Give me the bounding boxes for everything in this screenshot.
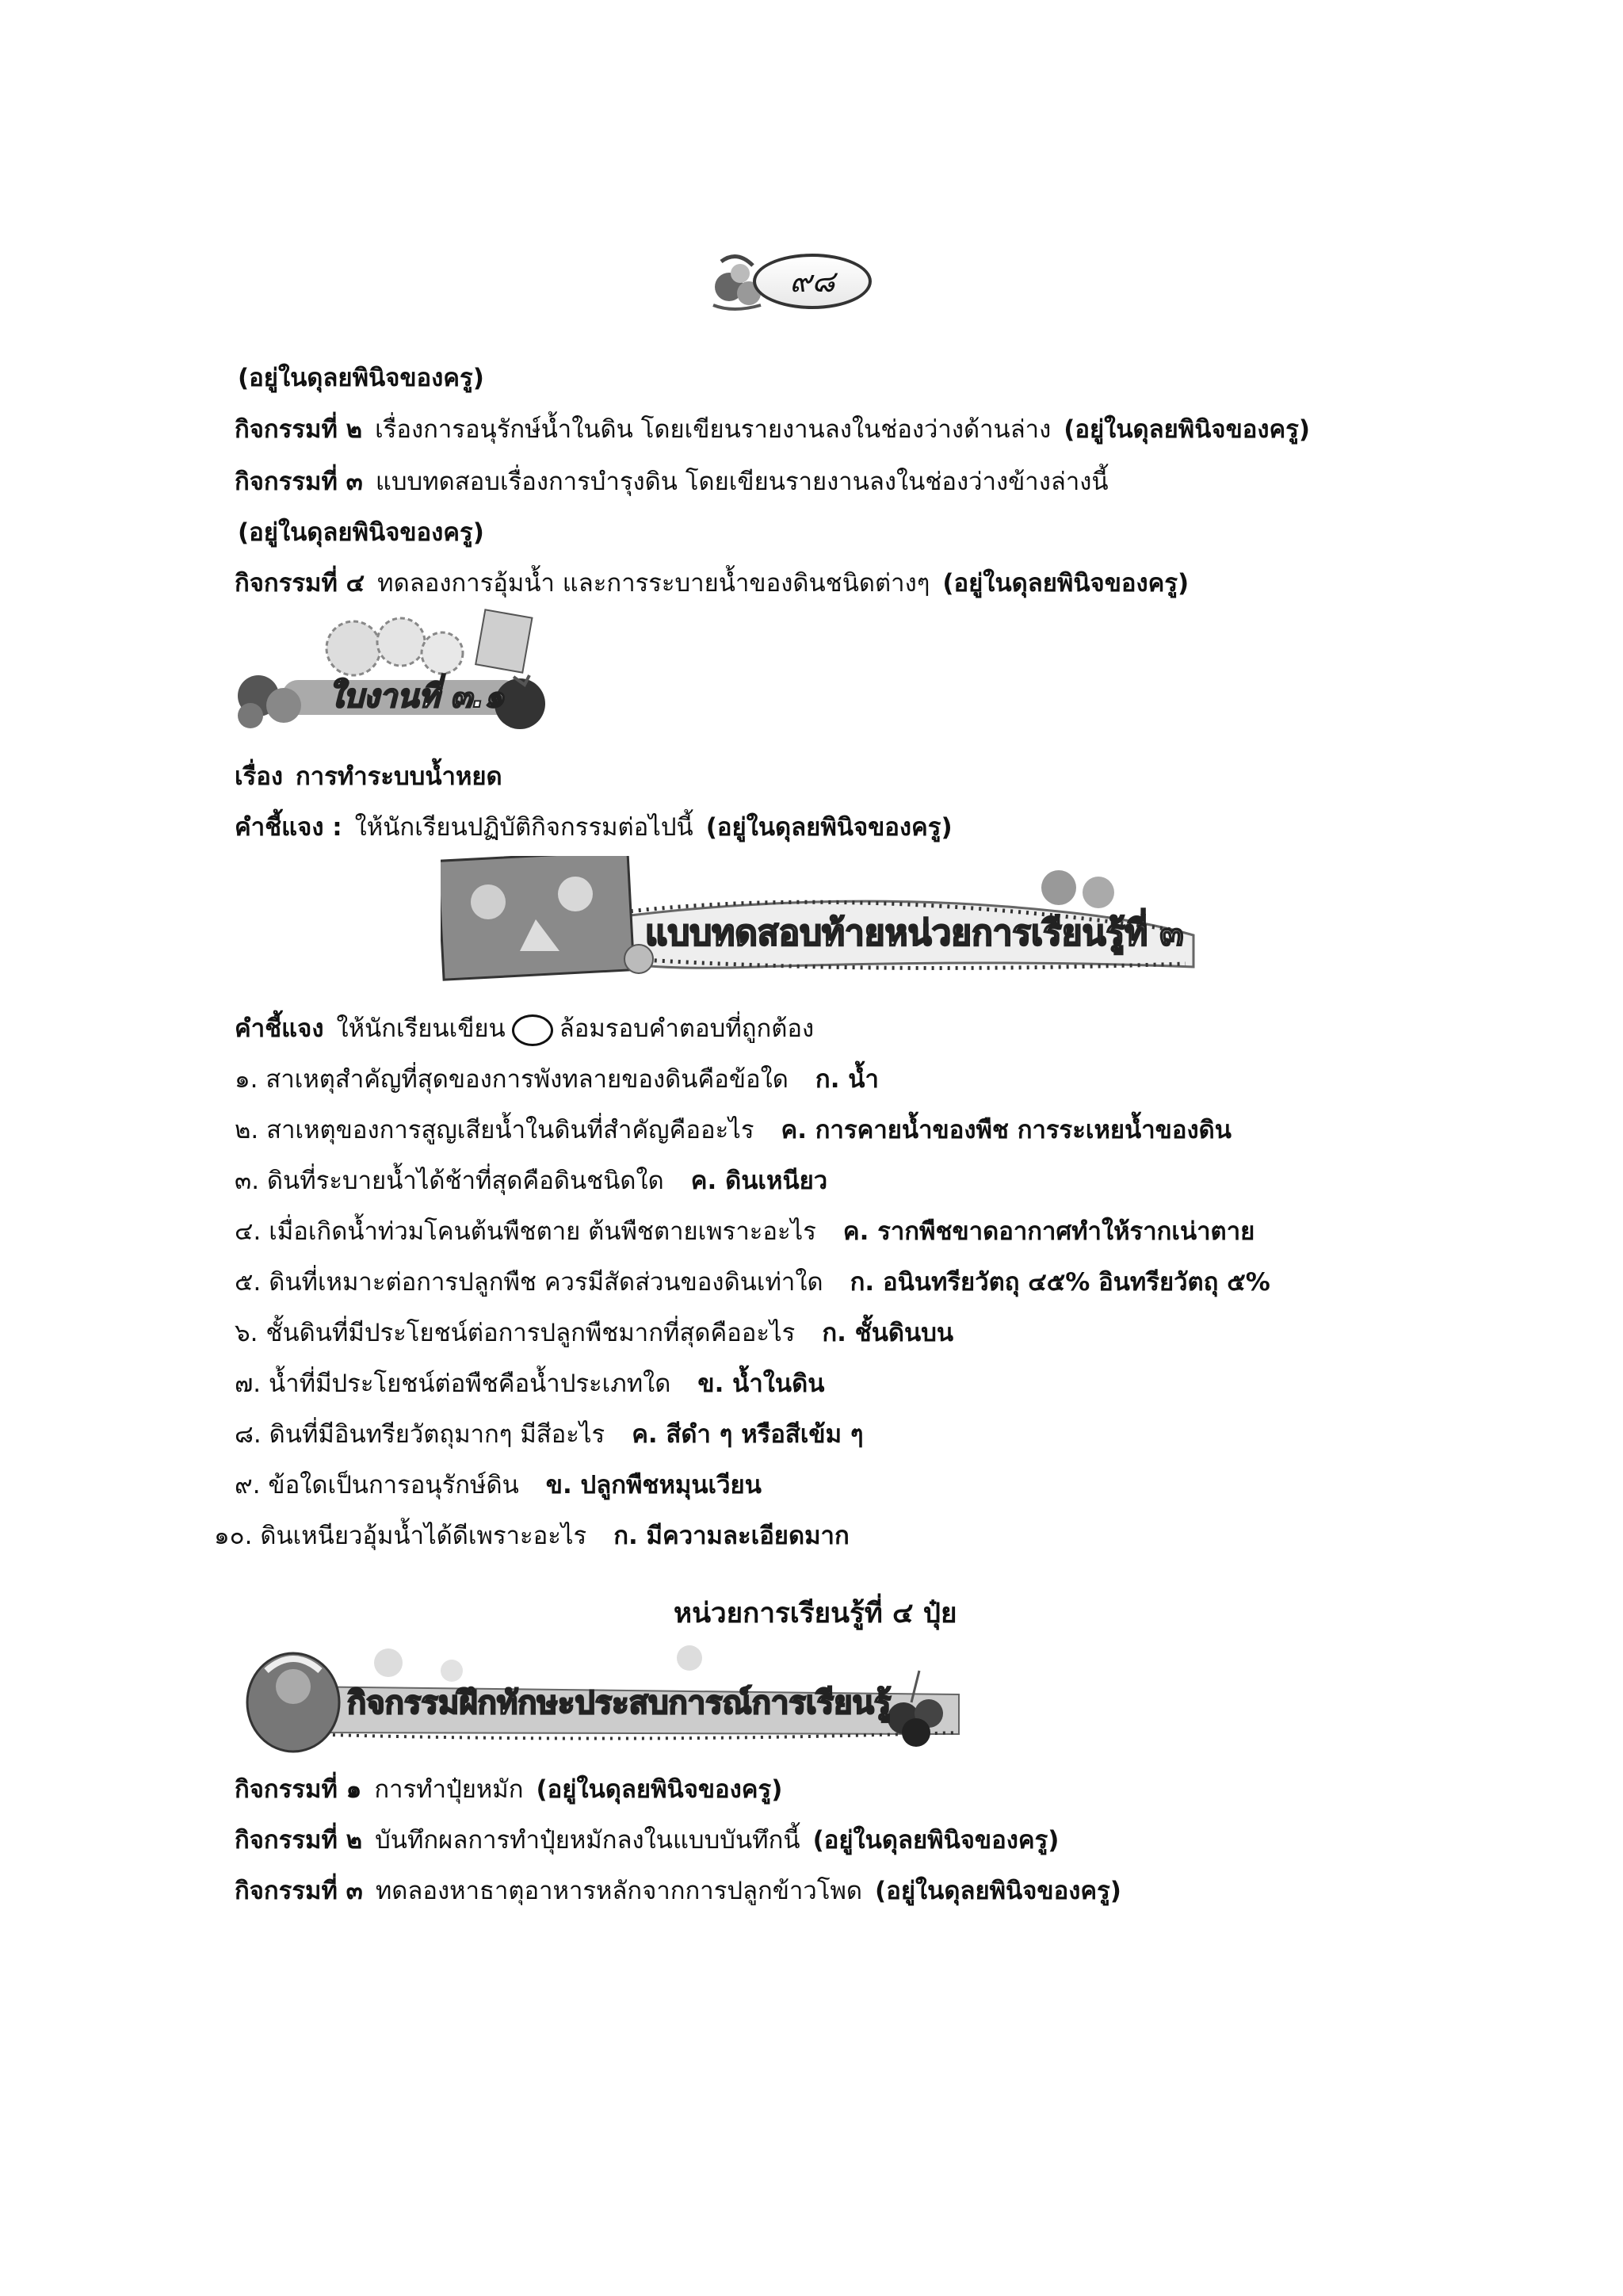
teacher-note: (อยู่ในดุลยพินิจของครู) (705, 813, 953, 842)
question-text: เมื่อเกิดน้ำท่วมโคนต้นพืชตาย ต้นพืชตายเพราะอะไร (269, 1217, 816, 1246)
question-text: ดินที่ระบายน้ำได้ช้าที่สุดคือดินชนิดใด (266, 1167, 664, 1195)
activity-text: ทดลองหาธาตุอาหารหลักจากการปลูกข้าวโพด (375, 1877, 863, 1905)
answer-text: ข. ปลูกพืชหมุนเวียน (545, 1471, 762, 1499)
question-number: ๗. (235, 1370, 262, 1398)
activity-label: กิจกรรมที่ ๔ (235, 569, 365, 598)
test-instruction-label: คำชี้แจง (235, 1014, 324, 1043)
question-number: ๑๐. (214, 1522, 253, 1550)
question-number: ๕. (235, 1268, 262, 1297)
question-text: ชั้นดินที่มีประโยชน์ต่อการปลูกพืชมากที่สุดคืออะไร (265, 1319, 796, 1347)
test-banner-label: แบบทดสอบท้ายหน่วยการเรียนรู้ที่ ๓ (645, 913, 1184, 953)
test-banner (441, 856, 1201, 983)
worksheet-banner (235, 609, 552, 735)
activity-text: ทดลองการอุ้มน้ำ และการระบายน้ำของดินชนิดต่างๆ (377, 569, 930, 598)
answer-text: ค. ดินเหนียว (690, 1167, 828, 1195)
skill-activity-banner-label: กิจกรรมฝึกทักษะประสบการณ์การเรียนรู้ (347, 1685, 892, 1721)
instruction-label: คำชี้แจง : (235, 813, 342, 842)
answer-text: ค. การคายน้ำของพืช การระเหยน้ำของดิน (781, 1116, 1232, 1144)
skill-activity-banner (246, 1639, 975, 1758)
answer-text: ก. มีความละเอียดมาก (613, 1522, 850, 1550)
question-text: ดินที่มีอินทรียวัตถุมากๆ มีสีอะไร (269, 1420, 605, 1449)
activity-text: แบบทดสอบเรื่องการบำรุงดิน โดยเขียนรายงานลงในช่องว่างข้างล่างนี้ (375, 468, 1109, 496)
question-text: ดินที่เหมาะต่อการปลูกพืช ควรมีสัดส่วนของดินเท่าใด (269, 1268, 823, 1297)
question-number: ๒. (235, 1116, 259, 1144)
question-number: ๙. (235, 1471, 261, 1499)
answer-text: ข. น้ำในดิน (697, 1370, 825, 1398)
question-text: สาเหตุสำคัญที่สุดของการพังทลายของดินคือข้อใด (265, 1065, 789, 1094)
instruction-text: ให้นักเรียนปฏิบัติกิจกรรมต่อไปนี้ (354, 813, 693, 842)
activity-label: กิจกรรมที่ ๑ (235, 1775, 362, 1804)
answer-text: ค. รากพืชขาดอากาศทำให้รากเน่าตาย (842, 1217, 1255, 1246)
activity-text: การทำปุ๋ยหมัก (374, 1775, 524, 1804)
activity-text: เรื่องการอนุรักษ์น้ำในดิน โดยเขียนรายงานลงในช่องว่างด้านล่าง (375, 415, 1052, 444)
question-number: ๔. (235, 1217, 262, 1246)
question-item (235, 1316, 953, 1350)
question-text: ดินเหนียวอุ้มน้ำได้ดีเพราะอะไร (260, 1522, 587, 1550)
teacher-note: (อยู่ในดุลยพินิจของครู) (238, 518, 484, 547)
answer-text: ก. น้ำ (815, 1065, 879, 1094)
activity-label: กิจกรรมที่ ๒ (235, 1826, 363, 1855)
teacher-note: (อยู่ในดุลยพินิจของครู) (1064, 415, 1311, 444)
question-item (235, 1163, 827, 1198)
unit4-activity-2-line (235, 1823, 1059, 1858)
activity-text: บันทึกผลการทำปุ๋ยหมักลงในแบบบันทึกนี้ (375, 1826, 800, 1855)
question-item (235, 1113, 1232, 1148)
activity-4-line (235, 566, 1189, 601)
topic-text: การทำระบบน้ำหยด (296, 762, 502, 791)
answer-text: ก. อนินทรียวัตถุ ๔๕% อินทรียวัตถุ ๕% (850, 1268, 1270, 1297)
activity-2-line (235, 412, 1310, 447)
question-item (235, 1468, 762, 1503)
question-number: ๑. (235, 1065, 258, 1094)
answer-text: ก. ชั้นดินบน (822, 1319, 954, 1347)
answer-text: ค. สีดำ ๆ หรือสีเข้ม ๆ (632, 1420, 864, 1449)
question-item (235, 1062, 879, 1097)
test-instruction-pre: ให้นักเรียนเขียน (336, 1014, 506, 1043)
test-instruction (235, 1011, 814, 1046)
page-number-badge (705, 246, 880, 319)
page-number: ๙๘ (789, 264, 835, 299)
question-item (235, 1417, 863, 1452)
topic-label: เรื่อง (235, 762, 284, 791)
question-text: น้ำที่มีประโยชน์ต่อพืชคือน้ำประเภทใด (269, 1370, 671, 1398)
question-item (235, 1366, 824, 1401)
worksheet-banner-label: ใบงานที่ ๓.๑ (328, 678, 505, 715)
question-number: ๘. (235, 1420, 262, 1449)
teacher-note: (อยู่ในดุลยพินิจของครู) (812, 1826, 1060, 1855)
question-number: ๓. (235, 1167, 260, 1195)
question-item (214, 1519, 850, 1553)
activity-label: กิจกรรมที่ ๓ (235, 1877, 363, 1905)
activity-label: กิจกรรมที่ ๓ (235, 468, 363, 496)
worksheet-instruction (235, 810, 953, 845)
question-item (235, 1214, 1254, 1249)
question-number: ๖. (235, 1319, 258, 1347)
test-instruction-post: ล้อมรอบคำตอบที่ถูกต้อง (559, 1014, 815, 1043)
teacher-note: (อยู่ในดุลยพินิจของครู) (875, 1877, 1121, 1905)
activity-3-line (235, 464, 1109, 499)
circle-symbol-icon (512, 1014, 553, 1046)
unit4-activity-1-line (235, 1772, 782, 1807)
question-item (235, 1265, 1270, 1300)
question-text: สาเหตุของการสูญเสียน้ำในดินที่สำคัญคืออะไร (266, 1116, 754, 1144)
teacher-note: (อยู่ในดุลยพินิจของครู) (238, 364, 484, 392)
worksheet-topic (235, 759, 502, 794)
teacher-note: (อยู่ในดุลยพินิจของครู) (942, 569, 1190, 598)
question-text: ข้อใดเป็นการอนุรักษ์ดิน (268, 1471, 519, 1499)
teacher-note: (อยู่ในดุลยพินิจของครู) (536, 1775, 783, 1804)
unit-4-heading: หน่วยการเรียนรู้ที่ ๔ ปุ๋ย (674, 1598, 957, 1629)
unit4-activity-3-line (235, 1874, 1121, 1908)
activity-label: กิจกรรมที่ ๒ (235, 415, 363, 444)
